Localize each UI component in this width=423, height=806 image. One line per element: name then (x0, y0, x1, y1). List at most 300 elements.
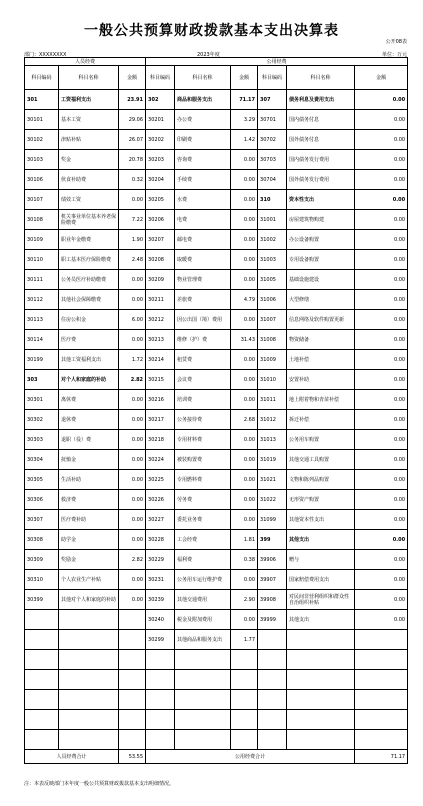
col-name-header: 科目名称 (59, 66, 119, 90)
cell-code: 30215 (146, 370, 175, 390)
col-name-header: 科目名称 (287, 66, 355, 90)
cell-amount: 0.00 (231, 450, 258, 470)
cell-name: 印刷费 (175, 130, 231, 150)
column-header-row (25, 66, 408, 90)
table-row (25, 370, 408, 390)
cell-amount: 0.00 (355, 570, 408, 590)
cell-code: 30702 (258, 130, 287, 150)
cell-amount: 0.00 (355, 530, 408, 550)
cell-name: 其他对个人和家庭的补助 (59, 590, 119, 610)
cell-name: 救济费 (59, 490, 119, 510)
cell-amount: 0.00 (355, 210, 408, 230)
cell-amount: 0.00 (355, 230, 408, 250)
cell-name: 安置补助 (287, 370, 355, 390)
cell-code (25, 630, 59, 650)
table-row (25, 390, 408, 410)
cell-name (59, 630, 119, 650)
cell-amount: 0.00 (231, 250, 258, 270)
cell-name: 基本工资 (59, 110, 119, 130)
cell-amount (355, 670, 408, 690)
cell-amount: 2.82 (119, 550, 146, 570)
cell-code: 30301 (25, 390, 59, 410)
table-row (25, 270, 408, 290)
cell-name: 生活补助 (59, 470, 119, 490)
cell-name: 工资福利支出 (59, 90, 119, 110)
cell-amount: 0.00 (355, 190, 408, 210)
col-code-header: 科目编码 (146, 66, 175, 90)
cell-name (175, 650, 231, 670)
cell-name: 医疗费 (59, 330, 119, 350)
col-code-header: 科目编码 (258, 66, 287, 90)
cell-code (146, 730, 175, 750)
cell-name: 债务利息及费用支出 (287, 90, 355, 110)
cell-name: 福利费 (175, 550, 231, 570)
cell-code: 31013 (258, 430, 287, 450)
cell-name: 其他工资福利支出 (59, 350, 119, 370)
cell-name (287, 670, 355, 690)
cell-amount: 0.00 (119, 590, 146, 610)
cell-name: 国内债务发行费用 (287, 150, 355, 170)
cell-name: 退职（役）费 (59, 430, 119, 450)
cell-name: 商品和服务支出 (175, 90, 231, 110)
cell-code: 30303 (25, 430, 59, 450)
cell-name: 手续费 (175, 170, 231, 190)
cell-name (175, 670, 231, 690)
cell-amount (119, 690, 146, 710)
table-row (25, 630, 408, 650)
cell-name: 其他商品和服务支出 (175, 630, 231, 650)
cell-code: 30206 (146, 210, 175, 230)
cell-code: 30103 (25, 150, 59, 170)
cell-amount: 2.90 (231, 590, 258, 610)
cell-code: 30703 (258, 150, 287, 170)
table-row (25, 530, 408, 550)
cell-code: 30110 (25, 250, 59, 270)
cell-code (258, 690, 287, 710)
cell-amount: 0.00 (231, 570, 258, 590)
cell-name (175, 730, 231, 750)
cell-name (175, 690, 231, 710)
cell-code: 30305 (25, 470, 59, 490)
cell-amount: 0.00 (119, 530, 146, 550)
table-row (25, 730, 408, 750)
col-code-header: 科目编码 (25, 66, 59, 90)
cell-name (287, 690, 355, 710)
cell-code: 30101 (25, 110, 59, 130)
totals-row (25, 750, 408, 764)
cell-name: 住房公积金 (59, 310, 119, 330)
cell-code (25, 670, 59, 690)
cell-name: 会议费 (175, 370, 231, 390)
year-label: 2023年度 (197, 52, 220, 58)
cell-name: 离休费 (59, 390, 119, 410)
cell-code: 31099 (258, 510, 287, 530)
cell-amount: 0.00 (355, 390, 408, 410)
cell-code (146, 650, 175, 670)
cell-name: 其他支出 (287, 610, 355, 630)
cell-name (175, 710, 231, 730)
cell-amount: 0.00 (119, 490, 146, 510)
cell-code: 302 (146, 90, 175, 110)
table-row (25, 710, 408, 730)
cell-code: 39999 (258, 610, 287, 630)
cell-name (287, 710, 355, 730)
cell-name: 文物和陈列品购置 (287, 470, 355, 490)
cell-amount: 0.00 (119, 470, 146, 490)
cell-amount: 1.42 (231, 130, 258, 150)
cell-code: 31006 (258, 290, 287, 310)
table-row (25, 250, 408, 270)
cell-name: 奖励金 (59, 550, 119, 570)
cell-code: 30106 (25, 170, 59, 190)
cell-amount: 0.00 (355, 90, 408, 110)
cell-code (25, 710, 59, 730)
cell-amount: 0.00 (355, 170, 408, 190)
cell-name: 基础设施建设 (287, 270, 355, 290)
cell-code (258, 630, 287, 650)
cell-code: 30224 (146, 450, 175, 470)
personnel-total-value: 53.55 (119, 750, 146, 764)
cell-amount (231, 710, 258, 730)
cell-name: 物业管理费 (175, 270, 231, 290)
cell-amount: 0.00 (355, 270, 408, 290)
cell-amount (119, 650, 146, 670)
table-row (25, 410, 408, 430)
cell-code: 30111 (25, 270, 59, 290)
col-amount-header: 金额 (119, 66, 146, 90)
cell-amount: 0.00 (355, 510, 408, 530)
cell-name: 津贴补贴 (59, 130, 119, 150)
cell-code: 30102 (25, 130, 59, 150)
cell-amount: 1.81 (231, 530, 258, 550)
page-title: 一般公共预算财政拨款基本支出决算表 (84, 23, 339, 39)
cell-name (59, 690, 119, 710)
cell-code: 30203 (146, 150, 175, 170)
cell-amount: 0.00 (355, 350, 408, 370)
cell-code: 303 (25, 370, 59, 390)
group-header-row (25, 58, 408, 66)
cell-amount: 0.00 (231, 350, 258, 370)
cell-name: 取暖费 (175, 250, 231, 270)
cell-amount: 1.90 (119, 230, 146, 250)
cell-name (287, 650, 355, 670)
cell-amount: 0.00 (355, 610, 408, 630)
cell-name (59, 610, 119, 630)
cell-amount (231, 650, 258, 670)
cell-name: 退休费 (59, 410, 119, 430)
cell-code: 30209 (146, 270, 175, 290)
cell-amount (119, 730, 146, 750)
col-name-header: 科目名称 (175, 66, 231, 90)
cell-amount: 1.72 (119, 350, 146, 370)
cell-name (59, 650, 119, 670)
footnote: 注：本表反映部门本年度一般公共预算财政拨款基本支出明细情况。 (24, 781, 175, 787)
cell-code (258, 670, 287, 690)
cell-name: 专用设备购置 (287, 250, 355, 270)
cell-code: 30109 (25, 230, 59, 250)
cell-code: 30229 (146, 550, 175, 570)
cell-name: 专用燃料费 (175, 470, 231, 490)
table-row (25, 590, 408, 610)
cell-code: 31005 (258, 270, 287, 290)
table-row (25, 430, 408, 450)
cell-name: 培训费 (175, 390, 231, 410)
cell-code: 310 (258, 190, 287, 210)
cell-code: 30308 (25, 530, 59, 550)
cell-name: 公务接待费 (175, 410, 231, 430)
table-row (25, 130, 408, 150)
cell-code: 39907 (258, 570, 287, 590)
cell-amount: 7.22 (119, 210, 146, 230)
cell-amount: 0.00 (231, 230, 258, 250)
cell-name: 医疗费补助 (59, 510, 119, 530)
table-row (25, 610, 408, 630)
cell-code: 39908 (258, 590, 287, 610)
cell-code: 31012 (258, 410, 287, 430)
cell-code: 399 (258, 530, 287, 550)
cell-amount: 0.00 (119, 450, 146, 470)
cell-code: 31011 (258, 390, 287, 410)
cell-code (258, 710, 287, 730)
unit-label: 单位：万元 (381, 52, 407, 58)
cell-name: 国家赔偿费用支出 (287, 570, 355, 590)
cell-code: 39906 (258, 550, 287, 570)
cell-amount: 0.00 (119, 270, 146, 290)
cell-name: 租赁费 (175, 350, 231, 370)
cell-amount: 2.68 (231, 410, 258, 430)
cell-code (146, 690, 175, 710)
cell-amount: 2.82 (119, 370, 146, 390)
cell-name: 资本性支出 (287, 190, 355, 210)
cell-amount: 0.00 (231, 270, 258, 290)
table-row (25, 110, 408, 130)
cell-amount: 0.00 (355, 370, 408, 390)
cell-amount: 0.00 (355, 310, 408, 330)
cell-code: 30239 (146, 590, 175, 610)
table-row (25, 650, 408, 670)
table-row (25, 510, 408, 530)
department-label: 部门：XXXXXXXX (24, 52, 67, 58)
personnel-group-header: 人员经费 (25, 58, 146, 66)
cell-code: 30225 (146, 470, 175, 490)
col-amount-header: 金额 (231, 66, 258, 90)
cell-name: 绩效工资 (59, 190, 119, 210)
cell-amount: 0.32 (119, 170, 146, 190)
cell-amount: 4.79 (231, 290, 258, 310)
cell-name: 个人农业生产补贴 (59, 570, 119, 590)
cell-code: 30218 (146, 430, 175, 450)
cell-code: 30208 (146, 250, 175, 270)
cell-code: 30207 (146, 230, 175, 250)
cell-name: 其他社会保障缴费 (59, 290, 119, 310)
cell-amount: 0.00 (231, 210, 258, 230)
cell-name: 因公出国（境）费用 (175, 310, 231, 330)
table-row (25, 290, 408, 310)
cell-amount: 3.29 (231, 110, 258, 130)
cell-code: 30304 (25, 450, 59, 470)
cell-amount: 0.00 (119, 390, 146, 410)
cell-amount: 0.00 (231, 430, 258, 450)
cell-name: 办公设备购置 (287, 230, 355, 250)
cell-name: 其他资本性支出 (287, 510, 355, 530)
cell-name: 伙食补助费 (59, 170, 119, 190)
cell-name: 赠与 (287, 550, 355, 570)
cell-code: 30302 (25, 410, 59, 430)
cell-name: 其他支出 (287, 530, 355, 550)
cell-amount: 0.00 (231, 390, 258, 410)
cell-name: 公务员医疗补助缴费 (59, 270, 119, 290)
cell-name: 机关事业单位基本养老保险缴费 (59, 210, 119, 230)
cell-name: 对个人和家庭的补助 (59, 370, 119, 390)
cell-code: 30228 (146, 530, 175, 550)
cell-name: 公务用车购置 (287, 430, 355, 450)
cell-name: 对民间非营利组织和群众性自治组织补贴 (287, 590, 355, 610)
cell-code: 31008 (258, 330, 287, 350)
cell-code: 30399 (25, 590, 59, 610)
cell-name: 无形资产购置 (287, 490, 355, 510)
cell-code: 30231 (146, 570, 175, 590)
cell-code: 30306 (25, 490, 59, 510)
cell-code: 30307 (25, 510, 59, 530)
cell-amount (231, 690, 258, 710)
cell-amount: 0.00 (231, 190, 258, 210)
cell-name: 差旅费 (175, 290, 231, 310)
cell-name: 电费 (175, 210, 231, 230)
cell-amount (355, 690, 408, 710)
cell-amount: 0.00 (231, 150, 258, 170)
cell-amount: 71.17 (231, 90, 258, 110)
cell-name: 国外债务付息 (287, 130, 355, 150)
cell-code: 30214 (146, 350, 175, 370)
cell-code: 30704 (258, 170, 287, 190)
cell-amount (355, 630, 408, 650)
cell-amount: 0.00 (119, 570, 146, 590)
cell-name: 其他交通费用 (175, 590, 231, 610)
table-row (25, 350, 408, 370)
form-number: 公开08表 (385, 39, 407, 45)
cell-amount: 0.00 (355, 450, 408, 470)
cell-code: 30217 (146, 410, 175, 430)
cell-name: 委托业务费 (175, 510, 231, 530)
cell-amount: 0.00 (355, 290, 408, 310)
cell-code: 307 (258, 90, 287, 110)
cell-name: 助学金 (59, 530, 119, 550)
table-row (25, 490, 408, 510)
table-row (25, 450, 408, 470)
cell-code (258, 730, 287, 750)
personnel-total-label: 人员经费合计 (25, 750, 119, 764)
cell-code: 31022 (258, 490, 287, 510)
cell-code: 30211 (146, 290, 175, 310)
cell-name: 土地补偿 (287, 350, 355, 370)
cell-code: 31003 (258, 250, 287, 270)
cell-code: 30309 (25, 550, 59, 570)
cell-amount: 26.07 (119, 130, 146, 150)
cell-amount: 0.00 (355, 430, 408, 450)
cell-code: 31001 (258, 210, 287, 230)
table-row (25, 150, 408, 170)
cell-amount: 0.00 (231, 370, 258, 390)
cell-code (25, 690, 59, 710)
cell-amount: 31.43 (231, 330, 258, 350)
cell-code: 31010 (258, 370, 287, 390)
cell-amount: 0.38 (231, 550, 258, 570)
cell-name: 税金及附加费用 (175, 610, 231, 630)
cell-amount: 0.00 (355, 250, 408, 270)
cell-name: 房屋建筑物购建 (287, 210, 355, 230)
cell-name: 公务用车运行维护费 (175, 570, 231, 590)
table-row (25, 310, 408, 330)
cell-name: 奖金 (59, 150, 119, 170)
cell-name (59, 710, 119, 730)
cell-amount: 0.00 (119, 430, 146, 450)
cell-amount: 0.00 (355, 590, 408, 610)
cell-code: 31021 (258, 470, 287, 490)
cell-amount (355, 710, 408, 730)
cell-name (287, 630, 355, 650)
cell-code: 30212 (146, 310, 175, 330)
cell-amount: 0.00 (119, 410, 146, 430)
cell-amount: 23.91 (119, 90, 146, 110)
cell-amount (231, 730, 258, 750)
table-row (25, 470, 408, 490)
cell-amount: 0.00 (119, 330, 146, 350)
cell-name: 邮电费 (175, 230, 231, 250)
cell-amount: 0.00 (119, 190, 146, 210)
cell-code: 30226 (146, 490, 175, 510)
cell-code: 30199 (25, 350, 59, 370)
cell-name: 维修（护）费 (175, 330, 231, 350)
cell-amount: 0.00 (355, 130, 408, 150)
cell-name (287, 730, 355, 750)
table-row (25, 670, 408, 690)
cell-code (25, 610, 59, 630)
cell-amount: 0.00 (231, 170, 258, 190)
cell-amount: 1.77 (231, 630, 258, 650)
table-row (25, 570, 408, 590)
table-row (25, 190, 408, 210)
table-row (25, 690, 408, 710)
cell-code: 30108 (25, 210, 59, 230)
cell-amount: 0.00 (355, 470, 408, 490)
cell-amount: 0.00 (355, 490, 408, 510)
cell-amount: 0.00 (231, 490, 258, 510)
table-row (25, 90, 408, 110)
cell-amount: 0.00 (355, 150, 408, 170)
cell-name: 抚恤金 (59, 450, 119, 470)
cell-amount: 0.00 (231, 470, 258, 490)
cell-code: 30204 (146, 170, 175, 190)
cell-name: 水费 (175, 190, 231, 210)
cell-name: 拆迁补偿 (287, 410, 355, 430)
cell-amount (119, 710, 146, 730)
cell-amount (355, 650, 408, 670)
public-total-value: 71.17 (355, 750, 408, 764)
cell-amount (355, 730, 408, 750)
cell-code: 31009 (258, 350, 287, 370)
public-group-header: 公用经费 (146, 58, 408, 66)
cell-code: 31007 (258, 310, 287, 330)
cell-amount (119, 610, 146, 630)
cell-name: 其他交通工具购置 (287, 450, 355, 470)
cell-code (146, 710, 175, 730)
public-total-label: 公用经费合计 (146, 750, 355, 764)
cell-name: 咨询费 (175, 150, 231, 170)
cell-code: 30216 (146, 390, 175, 410)
cell-name: 物资储备 (287, 330, 355, 350)
cell-code: 30310 (25, 570, 59, 590)
cell-amount: 29.06 (119, 110, 146, 130)
